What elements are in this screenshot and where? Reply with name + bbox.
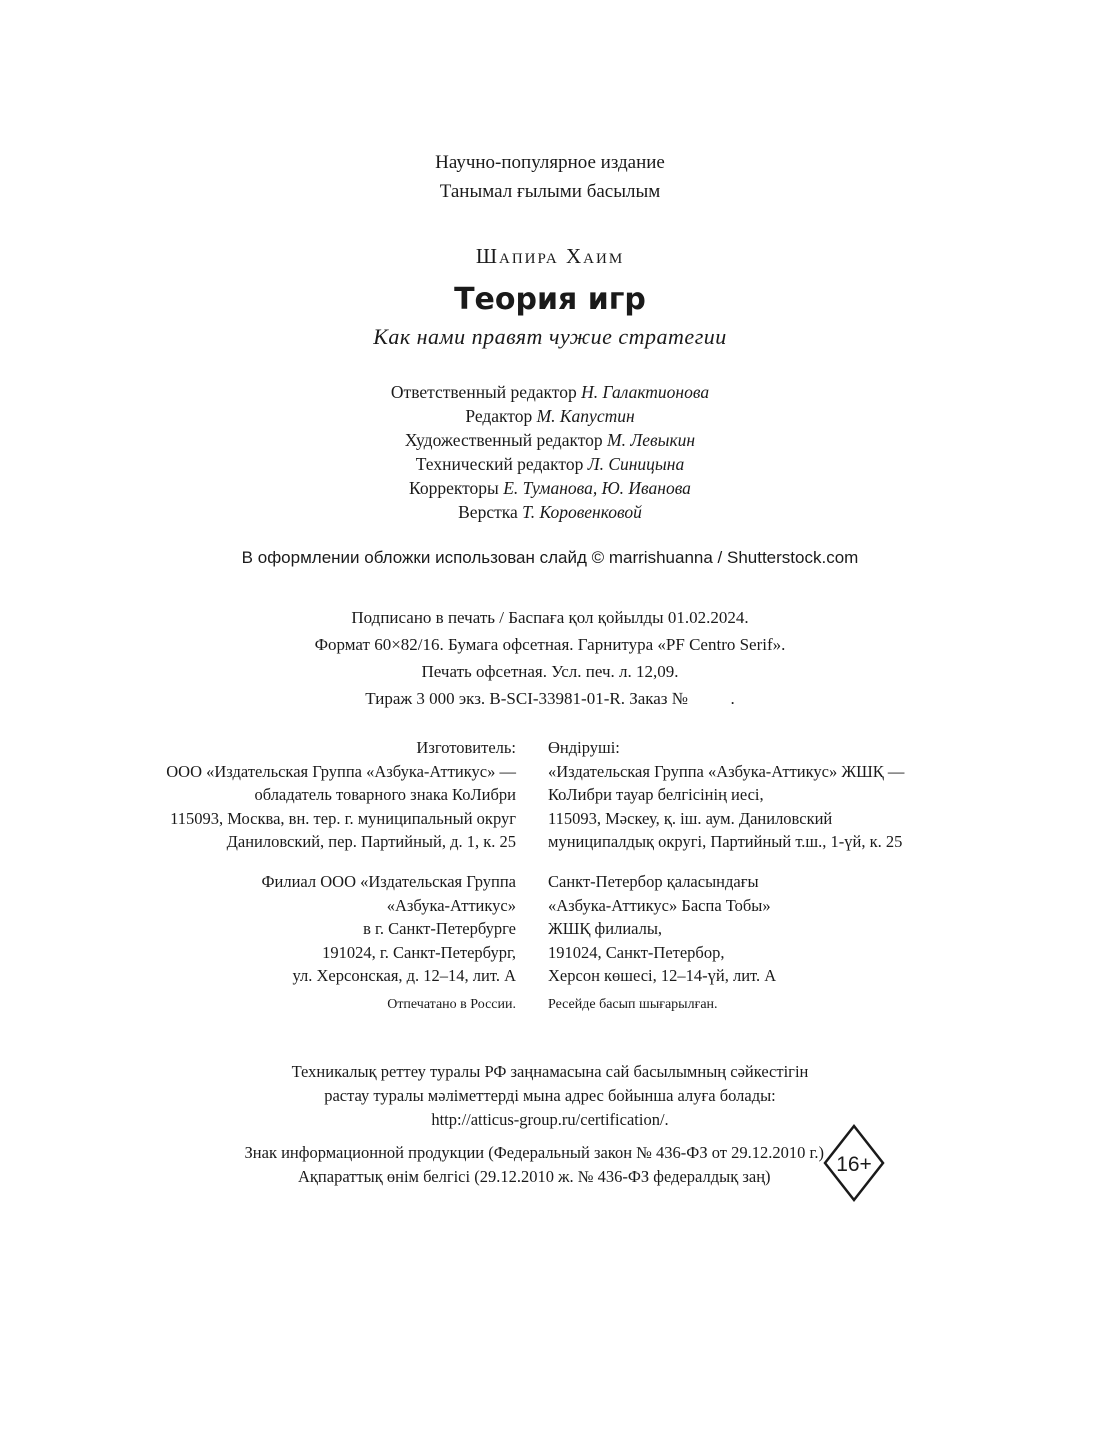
staff-line xyxy=(0,380,1100,404)
staff-name: М. Левыкин xyxy=(607,430,696,450)
tech-regulation-note xyxy=(0,1060,1100,1132)
manufacturer-kz-line: КоЛибри тауар белгісінің иесі, xyxy=(548,785,764,804)
branch-ru-line: 191024, г. Санкт-Петербург, xyxy=(322,942,516,962)
print-info-line: Печать офсетная. Усл. печ. л. 12,09. xyxy=(421,662,679,681)
staff-line xyxy=(0,452,1100,476)
print-info xyxy=(0,604,1100,712)
tech-regulation-line: растау туралы мәліметтерді мына адрес бойынша алуға болады: xyxy=(324,1086,776,1105)
branch-kz-line: «Азбука-Аттикус» Баспа Тобы» xyxy=(548,895,771,915)
staff-name: Е. Туманова, Ю. Иванова xyxy=(503,478,691,498)
age-rating-badge xyxy=(822,1123,886,1203)
edition-type-kz: Танымал ғылыми басылым xyxy=(439,181,661,202)
staff-name: Т. Коровенковой xyxy=(522,502,642,522)
staff-name: М. Капустин xyxy=(536,406,635,426)
author-name: Шапира Хаим xyxy=(475,244,625,268)
editorial-staff xyxy=(0,380,1100,524)
staff-line xyxy=(0,476,1100,500)
manufacturer-kz xyxy=(548,736,904,854)
staff-role: Ответственный редактор xyxy=(390,382,577,402)
branch-ru xyxy=(262,870,517,1016)
print-info-line: Тираж 3 000 экз. B-SCI-33981-01-R. Заказ № . xyxy=(365,689,735,708)
branch-ru-line: Филиал ООО «Издательская Группа xyxy=(261,872,516,891)
branch-ru-line: ул. Херсонская, д. 12–14, лит. А xyxy=(292,966,516,985)
book-title: Теория игр xyxy=(454,282,646,317)
book-subtitle: Как нами правят чужие стратегии xyxy=(373,324,727,349)
edition-type xyxy=(0,148,1100,206)
age-rating-text: 16+ xyxy=(836,1153,872,1176)
staff-line xyxy=(0,428,1100,452)
branch-kz-line: Санкт-Петербор қаласындағы xyxy=(548,872,759,891)
manufacturer-ru-line: ООО «Издательская Группа «Азбука-Аттикус» — xyxy=(166,761,516,781)
branch-kz-line: ЖШҚ филиалы, xyxy=(548,919,663,938)
staff-role: Художественный редактор xyxy=(404,430,603,450)
staff-name: Л. Синицына xyxy=(587,454,685,474)
manufacturer-ru-line: 115093, Москва, вн. тер. г. муниципальный округ xyxy=(170,808,516,828)
info-sign-line-ru: Знак информационной продукции (Федеральный закон № 436-ФЗ от 29.12.2010 г.) xyxy=(244,1143,824,1162)
branch-kz-line: 191024, Санкт-Петербор, xyxy=(548,942,725,962)
printed-in-kz: Ресейде басып шығарылған. xyxy=(548,996,718,1012)
cover-credit: В оформлении обложки использован слайд © marrishuanna / Shutterstock.com xyxy=(241,548,859,567)
staff-role: Корректоры xyxy=(409,478,499,498)
edition-type-ru: Научно-популярное издание xyxy=(435,152,665,173)
manufacturer-kz-line: муниципалдық округі, Партийный т.ш., 1-үй, к. 25 xyxy=(548,832,903,851)
staff-line xyxy=(0,500,1100,524)
manufacturer-kz-heading: Өндіруші: xyxy=(548,738,620,757)
branch-kz-line: Херсон көшесі, 12–14-үй, лит. А xyxy=(548,966,777,985)
branch-ru-line: в г. Санкт-Петербурге xyxy=(363,919,516,938)
branch-ru-line: «Азбука-Аттикус» xyxy=(386,895,516,915)
staff-line xyxy=(0,404,1100,428)
manufacturer-kz-line: «Издательская Группа «Азбука-Аттикус» ЖШҚ — xyxy=(548,761,905,781)
staff-name: Н. Галактионова xyxy=(581,382,710,402)
info-product-sign-text xyxy=(245,1141,824,1189)
tech-regulation-line: Техникалық реттеу туралы РФ заңнамасына сай басылымның сәйкестігін xyxy=(291,1062,809,1081)
manufacturer-ru-line: обладатель товарного знака КоЛибри xyxy=(254,785,516,804)
manufacturer-kz-line: 115093, Мәскеу, қ. іш. аум. Даниловский xyxy=(548,808,833,828)
certification-link: http://atticus-group.ru/certification/. xyxy=(431,1110,669,1129)
printed-in-ru: Отпечатано в России. xyxy=(387,996,516,1012)
info-sign-line-kz: Ақпараттық өнім белгісі (29.12.2010 ж. № 436-ФЗ федералдық заң) xyxy=(297,1167,771,1186)
print-info-line: Формат 60×82/16. Бумага офсетная. Гарнитура «PF Centro Serif». xyxy=(314,635,786,654)
branch-kz xyxy=(548,870,776,1016)
print-info-line: Подписано в печать / Баспаға қол қойылды 01.02.2024. xyxy=(351,608,749,627)
staff-role: Технический редактор xyxy=(415,454,584,474)
staff-role: Редактор xyxy=(465,406,533,426)
manufacturer-ru-line: Даниловский, пер. Партийный, д. 1, к. 25 xyxy=(226,832,516,851)
manufacturer-ru xyxy=(166,736,516,854)
manufacturer-ru-heading: Изготовитель: xyxy=(416,738,516,757)
staff-role: Верстка xyxy=(458,502,518,522)
